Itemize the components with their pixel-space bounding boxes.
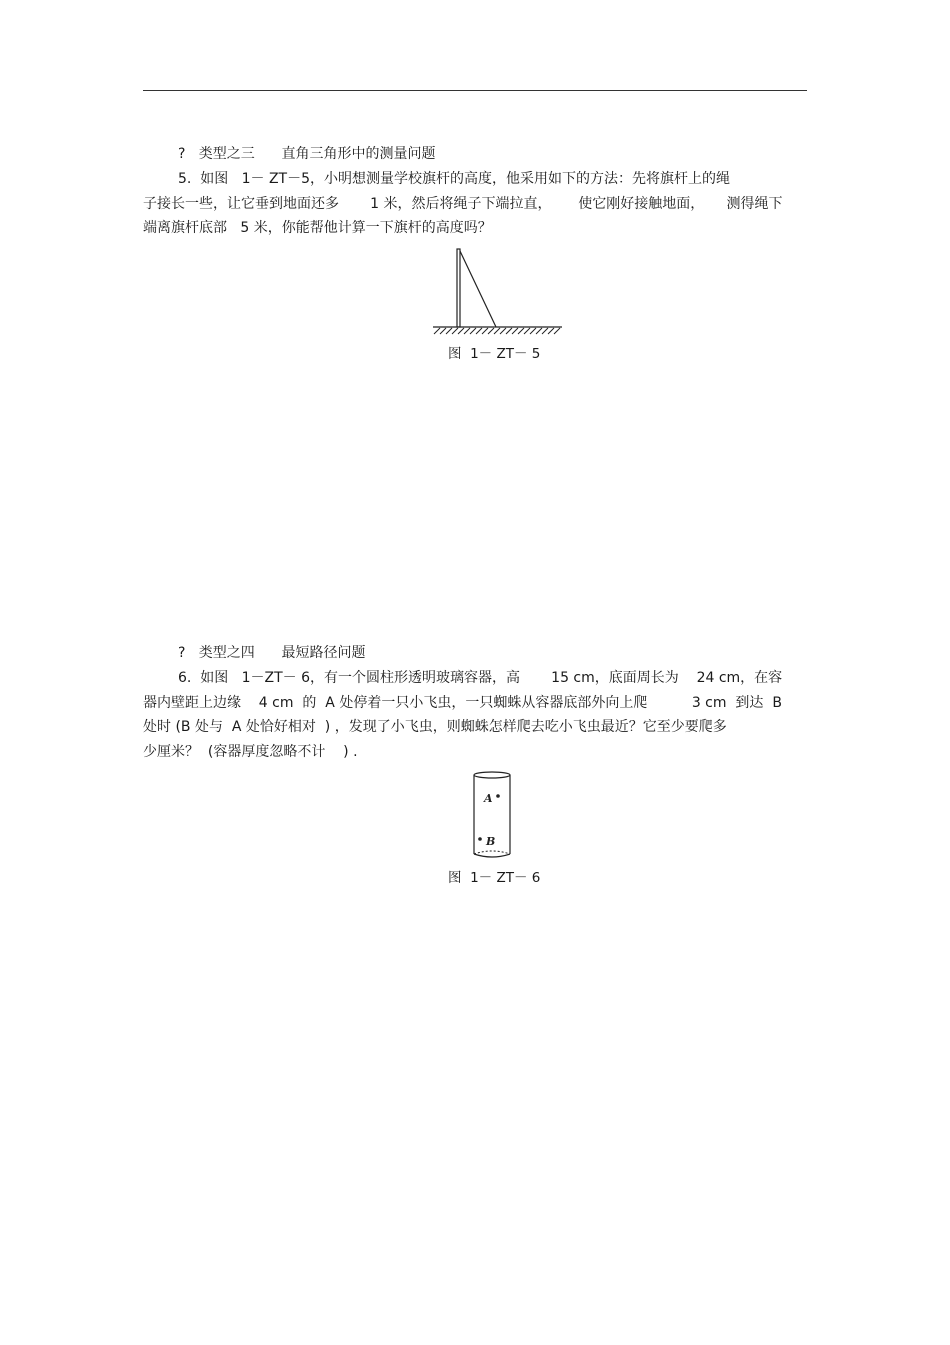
problem-6-line-2: 器内壁距上边缘 4 cm 的 A 处停着一只小飞虫，一只蜘蛛从容器底部外向上爬 3 cm 到达 B <box>143 695 782 711</box>
cylinder-bottom-front <box>474 854 510 857</box>
point-a-dot <box>496 794 500 798</box>
problem-6-line-4: 少厘米？ (容器厚度忽略不计 ) . <box>143 744 358 760</box>
flagpole <box>457 249 460 327</box>
problem-5-line-3: 端离旗杆底部 5 米，你能帮他计算一下旗杆的高度吗？ <box>143 220 492 236</box>
point-b-label: B <box>486 835 496 848</box>
ground-hatch <box>434 328 560 334</box>
problem-6-line-3: 处时 (B 处与 A 处恰好相对 ) ，发现了小飞虫，则蜘蛛怎样爬去吃小飞虫最近？它至少要爬多 <box>143 719 727 735</box>
problem-5-line-2: 子接长一些，让它垂到地面还多 1 米，然后将绳子下端拉直， 使它刚好接触地面， 测得绳下 <box>143 196 783 212</box>
figure-caption-6: 图 1－ ZT－ 6 <box>448 870 541 886</box>
header-rule <box>143 90 807 91</box>
section-heading-3: ? 类型之三 直角三角形中的测量问题 <box>178 146 436 162</box>
point-a-label: A <box>484 792 493 805</box>
cylinder-figure <box>465 768 520 863</box>
figure-caption-5: 图 1－ ZT－ 5 <box>448 346 541 362</box>
cylinder-bottom-back <box>474 851 510 854</box>
problem-6-line-1: 6. 如图 1－ZT－ 6，有一个圆柱形透明玻璃容器，高 15 cm，底面周长为 24 cm，在容 <box>178 670 783 686</box>
point-b-dot <box>478 837 482 841</box>
problem-5-line-1: 5. 如图 1－ ZT－5，小明想测量学校旗杆的高度，他采用如下的方法：先将旗杆上的绳 <box>178 171 731 187</box>
flagpole-figure <box>430 245 565 337</box>
section-heading-4: ? 类型之四 最短路径问题 <box>178 645 366 661</box>
rope <box>460 251 496 327</box>
cylinder-top-rim <box>474 772 510 778</box>
